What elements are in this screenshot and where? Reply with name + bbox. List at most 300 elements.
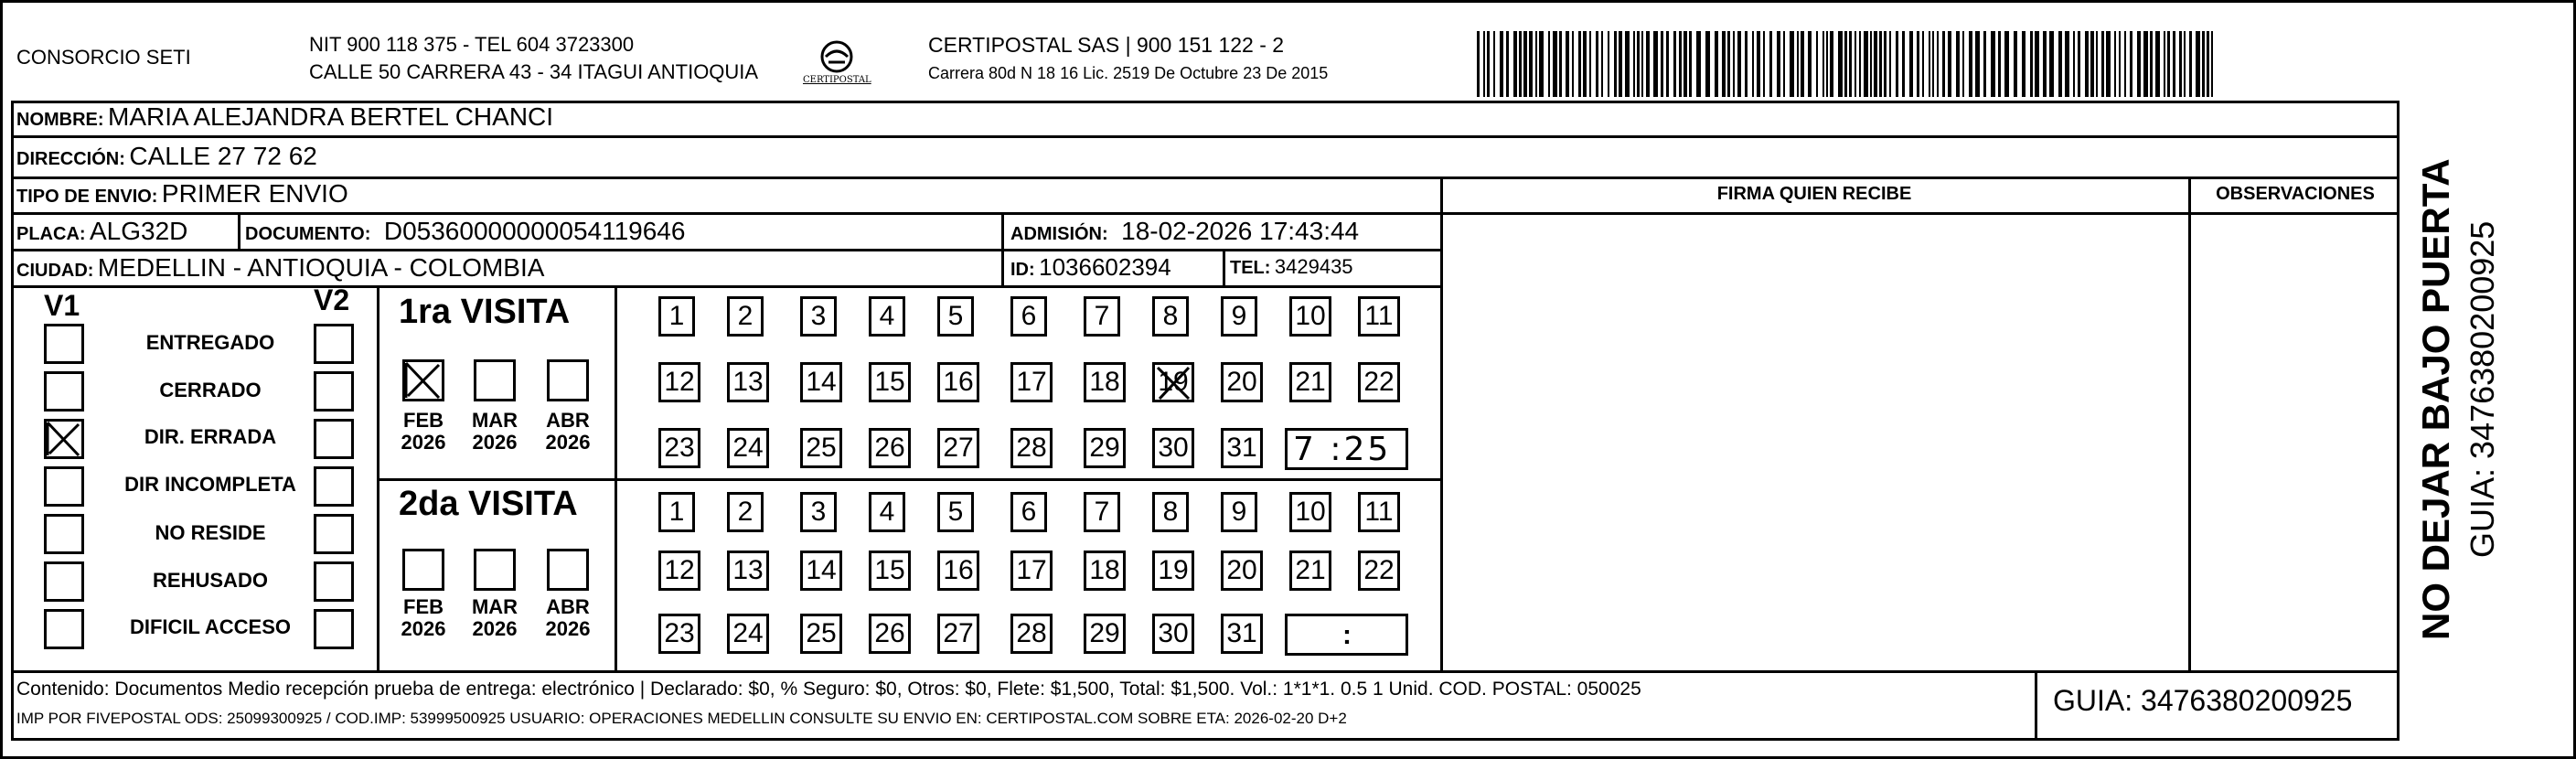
barcode-bar bbox=[1902, 31, 1905, 97]
barcode-bar bbox=[1614, 31, 1617, 97]
month-label: ABR 2026 bbox=[545, 409, 591, 454]
nombre-label: NOMBRE: bbox=[16, 110, 104, 130]
license-line: Carrera 80d N 18 16 Lic. 2519 De Octubre 23 De 2015 bbox=[928, 64, 1329, 82]
observaciones-header: OBSERVACIONES bbox=[2216, 184, 2375, 204]
documento-field bbox=[245, 217, 685, 246]
v1-checkbox[interactable] bbox=[44, 514, 84, 554]
day-number: 2 bbox=[737, 497, 754, 527]
barcode-bar bbox=[1757, 31, 1760, 97]
barcode-bar bbox=[2173, 31, 2175, 97]
day-box[interactable] bbox=[1289, 492, 1331, 532]
barcode-bar bbox=[1633, 31, 1635, 97]
barcode-bar bbox=[2106, 31, 2111, 97]
day-box[interactable] bbox=[937, 551, 979, 591]
barcode-bar bbox=[2179, 31, 2182, 97]
barcode-bar bbox=[1752, 31, 1754, 97]
placa-value: ALG32D bbox=[90, 217, 188, 245]
barcode-bar bbox=[1777, 31, 1780, 97]
barcode-bar bbox=[1535, 31, 1537, 97]
barcode-bar bbox=[1653, 31, 1658, 97]
barcode-bar bbox=[1790, 31, 1794, 97]
day-box[interactable] bbox=[800, 428, 842, 468]
day-box[interactable] bbox=[937, 492, 974, 532]
v1-checkbox[interactable] bbox=[44, 561, 84, 602]
day-number: 12 bbox=[664, 555, 695, 585]
day-number: 7 bbox=[1094, 497, 1110, 527]
barcode-bar bbox=[1769, 31, 1772, 97]
barcode-bar bbox=[2090, 31, 2094, 97]
barcode-bar bbox=[1715, 31, 1718, 97]
barcode-bar bbox=[1859, 31, 1861, 97]
status-label: DIFICIL ACCESO bbox=[129, 615, 291, 638]
status-label: REHUSADO bbox=[153, 569, 268, 592]
day-box[interactable] bbox=[1221, 296, 1257, 337]
barcode-bar bbox=[1689, 31, 1692, 97]
day-number: 26 bbox=[874, 618, 905, 648]
v2-label: V2 bbox=[314, 283, 350, 316]
barcode-bar bbox=[1942, 31, 1945, 97]
barcode-bar bbox=[2035, 31, 2039, 97]
direccion-field bbox=[16, 142, 317, 171]
barcode-bar bbox=[2211, 31, 2213, 97]
barcode-bar bbox=[1572, 31, 1574, 97]
barcode-bar bbox=[1500, 31, 1503, 97]
day-number: 7 bbox=[1094, 301, 1110, 331]
day-number: 4 bbox=[879, 301, 895, 331]
contenido-line: Contenido: Documentos Medio recepción prueba de entrega: electrónico | Declarado: $0, % Seguro: $0, Otros: $0, Flete: $1,500, Total: $1,500. Vol.: 1*1*1. 0.5 1 Unid. COD. POSTAL: 050025 bbox=[16, 679, 1641, 700]
day-number: 27 bbox=[943, 433, 974, 463]
ciudad-field bbox=[16, 253, 544, 283]
v1-checkbox[interactable] bbox=[44, 324, 84, 364]
day-number: 8 bbox=[1162, 497, 1179, 527]
day-box[interactable] bbox=[727, 296, 764, 337]
barcode-bar bbox=[1998, 31, 2001, 97]
day-box[interactable] bbox=[658, 551, 700, 591]
barcode-bar bbox=[1493, 31, 1495, 97]
v1-checkbox[interactable] bbox=[44, 609, 84, 649]
barcode-bar bbox=[1483, 31, 1485, 97]
barcode-bar bbox=[2189, 31, 2192, 97]
barcode-bar bbox=[1596, 31, 1598, 97]
barcode-bar bbox=[1870, 31, 1872, 97]
day-number: 31 bbox=[1226, 433, 1257, 463]
barcode-bar bbox=[1727, 31, 1730, 97]
barcode-bar bbox=[1733, 31, 1735, 97]
day-number: 18 bbox=[1089, 367, 1120, 397]
day-box[interactable] bbox=[1152, 428, 1194, 468]
day-box[interactable] bbox=[658, 362, 700, 402]
barcode-bar bbox=[1559, 31, 1562, 97]
day-box[interactable] bbox=[727, 614, 769, 654]
day-box[interactable] bbox=[800, 296, 837, 337]
barcode-bar bbox=[1553, 31, 1557, 97]
barcode-bar bbox=[1975, 31, 1980, 97]
day-number: 17 bbox=[1016, 367, 1047, 397]
barcode-bar bbox=[2207, 31, 2209, 97]
barcode-bar bbox=[1506, 31, 1509, 97]
barcode-bar bbox=[1879, 31, 1882, 97]
v1-checkbox[interactable] bbox=[44, 419, 84, 459]
day-number: 24 bbox=[732, 433, 764, 463]
barcode-bar bbox=[1646, 31, 1650, 97]
barcode-bar bbox=[1529, 31, 1533, 97]
barcode-bar bbox=[2030, 31, 2033, 97]
day-box[interactable] bbox=[937, 296, 974, 337]
tipo-envio-label: TIPO DE ENVIO: bbox=[16, 187, 158, 207]
tel-value: 3429435 bbox=[1274, 255, 1353, 278]
admision-field bbox=[1010, 217, 1359, 246]
barcode-bar bbox=[2004, 31, 2009, 97]
barcode-bar bbox=[1722, 31, 1726, 97]
day-box[interactable] bbox=[800, 614, 842, 654]
day-number: 25 bbox=[806, 618, 837, 648]
day-number: 29 bbox=[1089, 433, 1120, 463]
barcode-bar bbox=[1929, 31, 1930, 97]
day-number: 23 bbox=[664, 433, 695, 463]
day-number: 8 bbox=[1162, 301, 1179, 331]
day-number: 10 bbox=[1295, 497, 1326, 527]
barcode-bar bbox=[1683, 31, 1687, 97]
guia-vertical: GUIA: 3476380200925 bbox=[2464, 220, 2501, 558]
barcode-bar bbox=[1822, 31, 1824, 97]
barcode-bar bbox=[1830, 31, 1833, 97]
barcode bbox=[1477, 31, 2218, 97]
day-box[interactable] bbox=[727, 428, 769, 468]
barcode-bar bbox=[1896, 31, 1898, 97]
day-number: 5 bbox=[947, 301, 964, 331]
day-number: 11 bbox=[1364, 301, 1394, 331]
day-box[interactable] bbox=[727, 551, 769, 591]
barcode-bar bbox=[2130, 31, 2132, 97]
nit-line: NIT 900 118 375 - TEL 604 3723300 bbox=[309, 33, 635, 56]
barcode-bar bbox=[2049, 31, 2054, 97]
barcode-bar bbox=[1619, 31, 1622, 97]
barcode-bar bbox=[1641, 31, 1643, 97]
day-box[interactable] bbox=[1084, 551, 1126, 591]
id-field bbox=[1010, 253, 1171, 282]
company-name: CONSORCIO SETI bbox=[16, 46, 191, 69]
barcode-bar bbox=[1487, 31, 1490, 97]
day-number: 9 bbox=[1231, 497, 1247, 527]
day-box[interactable] bbox=[800, 551, 842, 591]
status-label: NO RESIDE bbox=[155, 521, 266, 544]
day-box[interactable] bbox=[1358, 492, 1400, 532]
day-box[interactable] bbox=[1289, 296, 1331, 337]
barcode-bar bbox=[1844, 31, 1847, 97]
v1-checkbox[interactable] bbox=[44, 371, 84, 412]
day-number: 30 bbox=[1158, 433, 1189, 463]
day-box[interactable] bbox=[1010, 492, 1047, 532]
day-box[interactable] bbox=[1010, 551, 1053, 591]
barcode-bar bbox=[1849, 31, 1852, 97]
day-box[interactable] bbox=[869, 551, 911, 591]
day-number: 14 bbox=[806, 555, 837, 585]
month-checkbox-abr[interactable] bbox=[547, 549, 589, 591]
barcode-bar bbox=[1797, 31, 1799, 97]
direccion-value: CALLE 27 72 62 bbox=[129, 142, 317, 170]
day-number: 16 bbox=[943, 367, 974, 397]
day-number: 2 bbox=[737, 301, 754, 331]
day-number: 12 bbox=[664, 367, 695, 397]
month-label: ABR 2026 bbox=[545, 595, 591, 640]
day-number: 18 bbox=[1089, 555, 1120, 585]
day-box[interactable] bbox=[1084, 614, 1126, 654]
barcode-bar bbox=[2150, 31, 2153, 97]
day-number: 22 bbox=[1363, 367, 1395, 397]
day-number: 9 bbox=[1231, 301, 1247, 331]
barcode-bar bbox=[1864, 31, 1868, 97]
barcode-bar bbox=[2114, 31, 2116, 97]
id-label: ID: bbox=[1010, 260, 1035, 280]
day-box[interactable] bbox=[727, 492, 764, 532]
barcode-bar bbox=[1922, 31, 1924, 97]
barcode-bar bbox=[1889, 31, 1891, 97]
barcode-bar bbox=[2085, 31, 2089, 97]
day-box[interactable] bbox=[1221, 362, 1263, 402]
barcode-bar bbox=[1937, 31, 1939, 97]
day-number: 21 bbox=[1295, 555, 1326, 585]
first-visit-time-box bbox=[1285, 428, 1408, 470]
certipostal-logo-icon bbox=[796, 35, 878, 99]
tel-field bbox=[1230, 255, 1353, 279]
day-box[interactable] bbox=[1358, 362, 1400, 402]
barcode-bar bbox=[1589, 31, 1591, 97]
v1-checkbox[interactable] bbox=[44, 466, 84, 507]
barcode-bar bbox=[2202, 31, 2205, 97]
first-visit-time: 7 :25 bbox=[1293, 431, 1392, 468]
second-visit-time-box bbox=[1285, 614, 1408, 656]
barcode-bar bbox=[1523, 31, 1527, 97]
day-box[interactable] bbox=[1084, 492, 1120, 532]
barcode-bar bbox=[1855, 31, 1856, 97]
day-box[interactable] bbox=[1221, 428, 1263, 468]
day-box[interactable] bbox=[1010, 362, 1053, 402]
barcode-bar bbox=[1909, 31, 1913, 97]
barcode-bar bbox=[1991, 31, 1995, 97]
day-number: 26 bbox=[874, 433, 905, 463]
barcode-bar bbox=[1637, 31, 1640, 97]
admision-value: 18-02-2026 17:43:44 bbox=[1121, 217, 1360, 245]
day-box[interactable] bbox=[1084, 428, 1126, 468]
barcode-bar bbox=[1969, 31, 1972, 97]
day-number: 14 bbox=[806, 367, 837, 397]
day-box[interactable] bbox=[869, 428, 911, 468]
barcode-bar bbox=[2014, 31, 2017, 97]
v1-label: V1 bbox=[44, 289, 80, 322]
admision-label: ADMISIÓN: bbox=[1010, 224, 1108, 244]
barcode-bar bbox=[1783, 31, 1785, 97]
barcode-bar bbox=[2078, 31, 2080, 97]
id-value: 1036602394 bbox=[1039, 253, 1171, 281]
day-box[interactable] bbox=[869, 492, 905, 532]
day-number: 16 bbox=[943, 555, 974, 585]
barcode-bar bbox=[1578, 31, 1581, 97]
day-box[interactable] bbox=[1221, 551, 1263, 591]
nombre-value: MARIA ALEJANDRA BERTEL CHANCI bbox=[108, 102, 554, 131]
barcode-bar bbox=[2143, 31, 2148, 97]
day-check-mark bbox=[1152, 362, 1194, 402]
barcode-bar bbox=[1519, 31, 1522, 97]
v1-check-mark bbox=[44, 419, 84, 459]
day-number: 5 bbox=[947, 497, 964, 527]
day-box[interactable] bbox=[1221, 614, 1263, 654]
day-number: 3 bbox=[810, 497, 827, 527]
barcode-bar bbox=[2096, 31, 2098, 97]
nombre-field bbox=[16, 102, 553, 132]
day-box[interactable] bbox=[1084, 296, 1120, 337]
day-box[interactable] bbox=[800, 492, 837, 532]
barcode-bar bbox=[1983, 31, 1986, 97]
tipo-envio-value: PRIMER ENVIO bbox=[161, 179, 348, 208]
barcode-bar bbox=[1661, 31, 1663, 97]
day-number: 17 bbox=[1016, 555, 1047, 585]
second-visit-title: 2da VISITA bbox=[399, 485, 578, 523]
day-number: 20 bbox=[1226, 555, 1257, 585]
day-box[interactable] bbox=[658, 614, 700, 654]
day-number: 15 bbox=[874, 555, 905, 585]
barcode-bar bbox=[2073, 31, 2075, 97]
second-visit-time: : bbox=[1342, 620, 1352, 650]
barcode-bar bbox=[1679, 31, 1682, 97]
day-number: 4 bbox=[879, 497, 895, 527]
day-number: 28 bbox=[1016, 618, 1047, 648]
placa-label: PLACA: bbox=[16, 224, 86, 244]
day-box[interactable] bbox=[1152, 296, 1189, 337]
month-label: MAR 2026 bbox=[471, 595, 518, 640]
month-checkbox-feb[interactable] bbox=[402, 359, 444, 401]
barcode-bar bbox=[2119, 31, 2121, 97]
day-box[interactable] bbox=[658, 428, 700, 468]
certipostal-logo bbox=[796, 35, 878, 99]
day-box[interactable] bbox=[869, 296, 905, 337]
barcode-bar bbox=[1513, 31, 1517, 97]
day-number: 22 bbox=[1363, 555, 1395, 585]
barcode-bar bbox=[1583, 31, 1587, 97]
barcode-bar bbox=[2155, 31, 2160, 97]
barcode-bar bbox=[1932, 31, 1934, 97]
barcode-bar bbox=[1666, 31, 1669, 97]
direccion-label: DIRECCIÓN: bbox=[16, 149, 125, 169]
month-label: FEB 2026 bbox=[401, 409, 446, 454]
month-check-mark bbox=[402, 359, 444, 401]
day-box[interactable] bbox=[937, 614, 979, 654]
day-box[interactable] bbox=[869, 362, 911, 402]
day-number: 6 bbox=[1021, 497, 1037, 527]
day-box[interactable] bbox=[1358, 551, 1400, 591]
barcode-bar bbox=[1956, 31, 1960, 97]
barcode-bar bbox=[1737, 31, 1741, 97]
barcode-bar bbox=[1745, 31, 1748, 97]
day-box[interactable] bbox=[727, 362, 769, 402]
day-number: 24 bbox=[732, 618, 764, 648]
barcode-bar bbox=[1608, 31, 1609, 97]
barcode-bar bbox=[2022, 31, 2026, 97]
day-number: 19 bbox=[1158, 555, 1189, 585]
barcode-bar bbox=[2043, 31, 2047, 97]
barcode-bar bbox=[1477, 31, 1480, 97]
barcode-bar bbox=[1601, 31, 1603, 97]
day-box[interactable] bbox=[800, 362, 842, 402]
barcode-bar bbox=[1566, 31, 1569, 97]
barcode-bar bbox=[2065, 31, 2069, 97]
month-checkbox-abr[interactable] bbox=[547, 359, 589, 401]
day-number: 10 bbox=[1295, 301, 1326, 331]
day-box[interactable] bbox=[658, 492, 695, 532]
day-number: 25 bbox=[806, 433, 837, 463]
day-box[interactable] bbox=[937, 362, 979, 402]
day-box[interactable] bbox=[1010, 296, 1047, 337]
day-number: 11 bbox=[1364, 497, 1394, 527]
day-number: 23 bbox=[664, 618, 695, 648]
imp-line: IMP POR FIVEPOSTAL ODS: 25099300925 / COD.IMP: 53999500925 USUARIO: OPERACIONES MEDELLIN CONSULTE SU ENVIO EN: CERTIPOSTAL.COM SOBRE ETA: 2026-02-20 D+2 bbox=[16, 710, 1347, 727]
barcode-bar bbox=[1838, 31, 1843, 97]
first-visit-title: 1ra VISITA bbox=[399, 293, 571, 331]
ciudad-label: CIUDAD: bbox=[16, 261, 94, 281]
barcode-bar bbox=[1808, 31, 1812, 97]
certipostal-line: CERTIPOSTAL SAS | 900 151 122 - 2 bbox=[928, 33, 1285, 57]
day-box[interactable] bbox=[1152, 551, 1194, 591]
barcode-bar bbox=[1962, 31, 1964, 97]
barcode-bar bbox=[1705, 31, 1710, 97]
day-box[interactable] bbox=[1010, 428, 1053, 468]
day-number: 21 bbox=[1295, 367, 1326, 397]
day-number: 13 bbox=[732, 555, 764, 585]
day-box[interactable] bbox=[869, 614, 911, 654]
day-box[interactable] bbox=[1289, 362, 1331, 402]
day-box[interactable] bbox=[658, 296, 695, 337]
day-number: 31 bbox=[1226, 618, 1257, 648]
barcode-bar bbox=[1917, 31, 1919, 97]
day-box[interactable] bbox=[1358, 296, 1400, 337]
documento-label: DOCUMENTO: bbox=[245, 224, 371, 244]
day-number: 1 bbox=[668, 497, 685, 527]
day-number: 15 bbox=[874, 367, 905, 397]
barcode-bar bbox=[1539, 31, 1544, 97]
status-label: ENTREGADO bbox=[145, 331, 275, 354]
day-number: 6 bbox=[1021, 301, 1037, 331]
no-dejar-bajo-puerta: NO DEJAR BAJO PUERTA bbox=[2414, 158, 2457, 640]
barcode-bar bbox=[1884, 31, 1887, 97]
day-box[interactable] bbox=[937, 428, 979, 468]
day-box[interactable] bbox=[1152, 614, 1194, 654]
day-box[interactable] bbox=[1221, 492, 1257, 532]
day-number: 1 bbox=[668, 301, 685, 331]
barcode-bar bbox=[2164, 31, 2165, 97]
month-checkbox-feb[interactable] bbox=[402, 549, 444, 591]
day-number: 29 bbox=[1089, 618, 1120, 648]
barcode-bar bbox=[1696, 31, 1701, 97]
status-label: CERRADO bbox=[159, 379, 262, 401]
day-number: 30 bbox=[1158, 618, 1189, 648]
day-box[interactable] bbox=[1010, 614, 1053, 654]
barcode-bar bbox=[1801, 31, 1804, 97]
barcode-bar bbox=[1763, 31, 1765, 97]
month-checkbox-mar[interactable] bbox=[474, 549, 516, 591]
tel-label: TEL: bbox=[1230, 258, 1271, 278]
status-label: DIR INCOMPLETA bbox=[124, 473, 296, 496]
documento-value: D05360000000054119646 bbox=[383, 217, 686, 245]
logo-text: CERTIPOSTAL bbox=[803, 75, 871, 85]
barcode-bar bbox=[1826, 31, 1828, 97]
barcode-bar bbox=[2058, 31, 2062, 97]
barcode-bar bbox=[1673, 31, 1676, 97]
month-label: MAR 2026 bbox=[471, 409, 518, 454]
day-box[interactable] bbox=[1152, 362, 1194, 402]
day-box[interactable] bbox=[1289, 551, 1331, 591]
day-box[interactable] bbox=[1152, 492, 1189, 532]
month-checkbox-mar[interactable] bbox=[474, 359, 516, 401]
day-box[interactable] bbox=[1084, 362, 1126, 402]
